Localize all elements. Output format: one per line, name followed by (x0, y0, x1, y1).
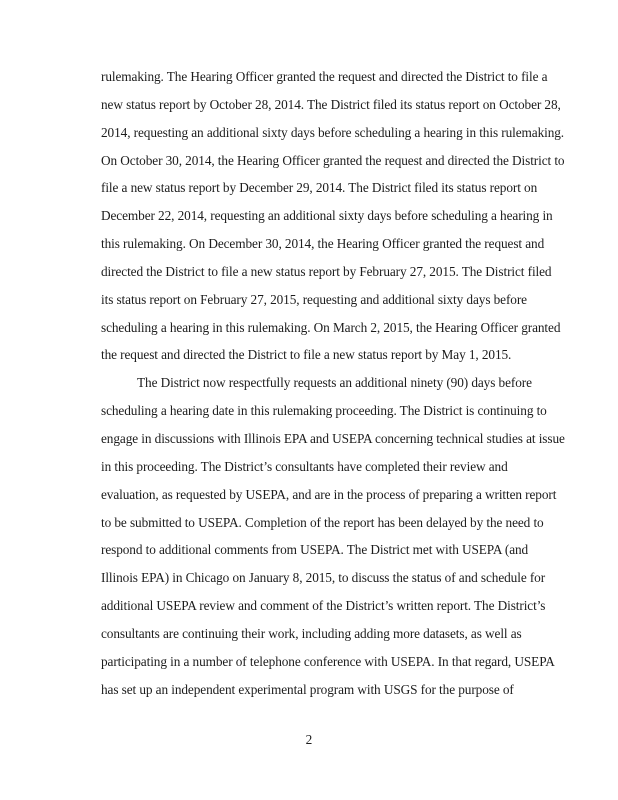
text-line: in this proceeding. The District’s consultants have completed their review and (101, 458, 508, 474)
text-line: Illinois EPA) in Chicago on January 8, 2015, to discuss the status of and schedule for (101, 570, 546, 586)
text-line: On October 30, 2014, the Hearing Officer granted the request and directed the District to (101, 152, 565, 168)
text-line: additional USEPA review and comment of the District’s written report. The District’s (101, 598, 546, 614)
text-line: participating in a number of telephone conference with USEPA. In that regard, USEPA (101, 653, 555, 669)
text-line: scheduling a hearing in this rulemaking. On March 2, 2015, the Hearing Officer granted (101, 319, 561, 335)
text-line: rulemaking. The Hearing Officer granted the request and directed the District to file a (101, 69, 548, 84)
text-line: has set up an independent experimental program with USGS for the purpose of (101, 681, 514, 697)
text-line: respond to additional comments from USEPA. The District met with USEPA (and (101, 542, 529, 558)
text-line: engage in discussions with Illinois EPA and USEPA concerning technical studies at issue (101, 430, 565, 446)
page-number: 2 (305, 732, 313, 747)
text-line: its status report on February 27, 2015, requesting and additional sixty days before (101, 291, 527, 307)
text-line: the request and directed the District to file a new status report by May 1, 2015. (101, 347, 512, 363)
text-line: new status report by October 28, 2014. The District filed its status report on October 28, (101, 96, 561, 112)
text-line: directed the District to file a new status report by February 27, 2015. The District filed (101, 263, 552, 279)
text-line: evaluation, as requested by USEPA, and are in the process of preparing a written report (101, 486, 557, 502)
body-text (101, 63, 565, 703)
text-line: scheduling a hearing date in this rulemaking proceeding. The District is continuing to (101, 403, 547, 419)
text-line: to be submitted to USEPA. Completion of the report has been delayed by the need to (101, 514, 544, 530)
text-line: 2014, requesting an additional sixty days before scheduling a hearing in this rulemaking. (101, 124, 565, 140)
text-line: file a new status report by December 29, 2014. The District filed its status report on (101, 180, 538, 196)
text-line: this rulemaking. On December 30, 2014, the Hearing Officer granted the request and (101, 236, 545, 252)
text-line: consultants are continuing their work, including adding more datasets, as well as (101, 625, 522, 641)
text-line: December 22, 2014, requesting an additional sixty days before scheduling a hearing in (101, 208, 553, 224)
text-line: The District now respectfully requests an additional ninety (90) days before (137, 375, 532, 391)
